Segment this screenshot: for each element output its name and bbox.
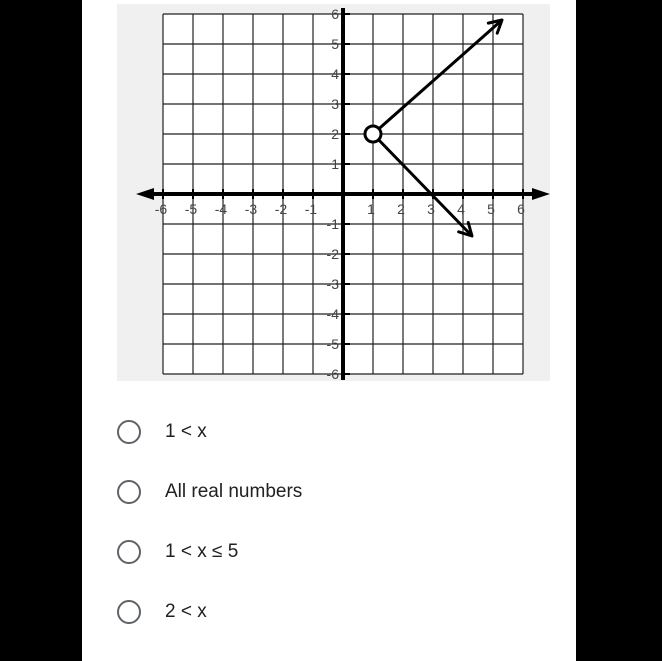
x-tick-label: -1: [304, 201, 318, 217]
y-tick-label: -1: [326, 216, 339, 232]
option-1[interactable]: [117, 415, 537, 449]
x-tick-label: -4: [214, 201, 228, 217]
radio-button[interactable]: [117, 540, 141, 564]
x-tick-label: 3: [427, 201, 435, 217]
option-4[interactable]: [117, 595, 537, 629]
x-tick-label: -2: [274, 201, 288, 217]
option-label: 2 < x: [165, 601, 207, 622]
radio-button[interactable]: [117, 420, 141, 444]
y-tick-label: -6: [326, 366, 339, 381]
coordinate-graph: [117, 4, 550, 381]
option-label: 1 < x: [165, 421, 207, 442]
x-tick-label: 6: [517, 201, 525, 217]
y-tick-label: 1: [331, 156, 339, 172]
x-tick-label: 1: [367, 201, 375, 217]
y-tick-label: 6: [331, 6, 339, 22]
y-tick-label: 4: [331, 66, 339, 82]
y-tick-label: -3: [326, 276, 339, 292]
x-axis-arrow-right: [532, 188, 550, 200]
x-tick-label: -6: [154, 201, 168, 217]
graph-svg: [117, 4, 550, 381]
x-tick-label: 2: [397, 201, 405, 217]
x-axis-arrow-left: [136, 188, 154, 200]
open-point: [365, 126, 381, 142]
x-tick-label: 5: [487, 201, 495, 217]
option-3[interactable]: [117, 535, 537, 569]
option-label: 1 < x ≤ 5: [165, 541, 239, 562]
x-tick-label: 4: [457, 201, 465, 217]
y-tick-label: 2: [331, 126, 339, 142]
y-tick-label: -4: [326, 306, 339, 322]
radio-button[interactable]: [117, 480, 141, 504]
x-tick-label: -5: [184, 201, 198, 217]
y-tick-label: 5: [331, 36, 339, 52]
y-tick-label: -5: [326, 336, 339, 352]
y-tick-label: 3: [331, 96, 339, 112]
option-2[interactable]: [117, 475, 537, 509]
x-tick-label: -3: [244, 201, 258, 217]
radio-button[interactable]: [117, 600, 141, 624]
option-label: All real numbers: [165, 481, 303, 502]
y-tick-label: -2: [326, 246, 339, 262]
